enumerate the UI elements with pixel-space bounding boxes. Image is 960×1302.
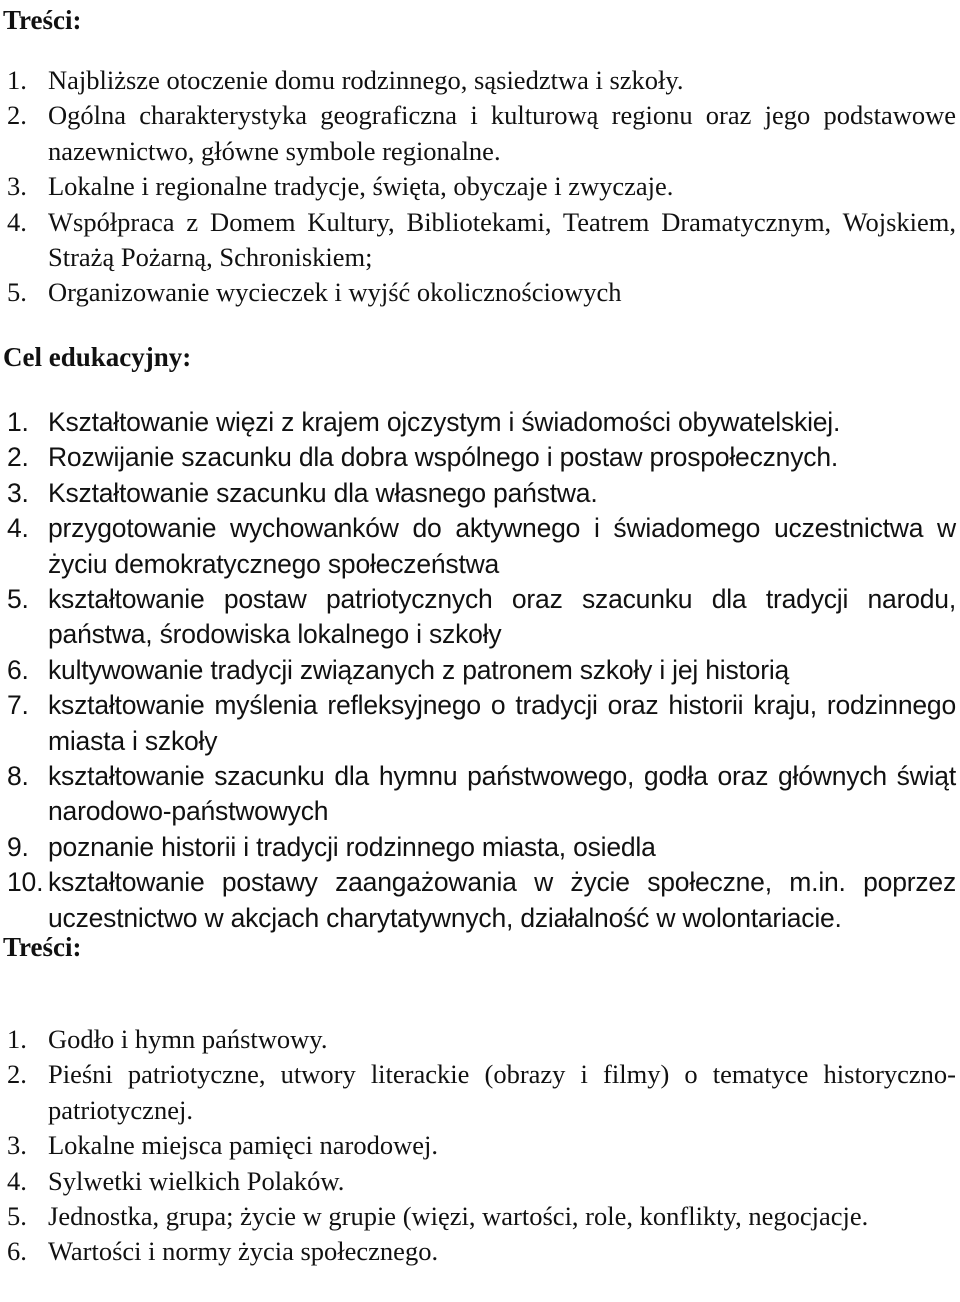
list-item-text: kształtowanie myślenia refleksyjnego o tradycji oraz historii kraju, rodzinnego miasta i szkoły	[48, 690, 956, 756]
list-item-text: Sylwetki wielkich Polaków.	[48, 1165, 345, 1196]
list-item-number: 5.	[7, 277, 27, 308]
list-item-text: poznanie historii i tradycji rodzinnego miasta, osiedla	[48, 831, 656, 862]
list-item-text: kształtowanie szacunku dla hymnu państwowego, godła oraz głównych świąt narodowo-państwowych	[48, 761, 956, 827]
list-item-text: Współpraca z Domem Kultury, Bibliotekami, Teatrem Dramatycznym, Wojskiem, Strażą Pożarną, Schroniskiem;	[48, 206, 956, 273]
list-item-number: 4.	[7, 1165, 27, 1196]
list-item	[0, 205, 960, 276]
list-item	[0, 1199, 960, 1234]
list-item-number: 1.	[7, 65, 27, 95]
content-list-2	[0, 1022, 960, 1270]
list-item-text: Najbliższe otoczenie domu rodzinnego, sąsiedztwa i szkoły.	[48, 65, 684, 95]
list-item-text: kultywowanie tradycji związanych z patronem szkoły i jej historią	[48, 654, 790, 685]
section-heading-tresci-2: Treści:	[3, 932, 82, 962]
list-item	[0, 1128, 960, 1163]
list-item	[0, 440, 960, 475]
list-item	[0, 1164, 960, 1199]
list-item-text: Kształtowanie szacunku dla własnego państwa.	[48, 477, 598, 508]
list-item	[0, 1022, 960, 1057]
list-item	[0, 405, 960, 440]
list-item-text: kształtowanie postaw patriotycznych oraz szacunku dla tradycji narodu, państwa, środowiska lokalnego i szkoły	[48, 584, 956, 650]
list-item-number: 5.	[7, 584, 29, 615]
list-item	[0, 511, 960, 582]
list-item-number: 5.	[7, 1201, 27, 1232]
list-item-number: 10.	[7, 867, 44, 898]
list-item-number: 3.	[7, 171, 27, 202]
list-item-text: Kształtowanie więzi z krajem ojczystym i świadomości obywatelskiej.	[48, 407, 841, 437]
list-item	[0, 1057, 960, 1128]
list-item-number: 3.	[7, 477, 29, 508]
list-item-number: 6.	[7, 1236, 27, 1267]
list-item-number: 4.	[7, 513, 29, 544]
list-item	[0, 476, 960, 511]
list-item-number: 1.	[7, 407, 29, 437]
section-heading-tresci-1: Treści:	[3, 5, 82, 35]
objectives-list	[0, 405, 960, 936]
list-item-number: 2.	[7, 442, 29, 473]
list-item-number: 7.	[7, 690, 29, 721]
list-item-number: 8.	[7, 761, 29, 792]
list-item-number: 2.	[7, 1059, 27, 1090]
list-item	[0, 275, 960, 310]
list-item-text: Godło i hymn państwowy.	[48, 1024, 328, 1054]
list-item-number: 2.	[7, 100, 27, 131]
list-item-text: kształtowanie postawy zaangażowania w życie społeczne, m.in. poprzez uczestnictwo w akcjach charytatywnych, działalność w wolontariacie.	[48, 867, 956, 933]
list-item-text: Lokalne i regionalne tradycje, święta, obyczaje i zwyczaje.	[48, 171, 674, 202]
list-item	[0, 63, 960, 98]
list-item-text: Ogólna charakterystyka geograficzna i kulturową regionu oraz jego podstawowe nazewnictwo, główne symbole regionalne.	[48, 100, 956, 166]
list-item-number: 3.	[7, 1130, 27, 1161]
list-item-text: Rozwijanie szacunku dla dobra wspólnego i postaw prospołecznych.	[48, 442, 839, 473]
list-item-text: przygotowanie wychowanków do aktywnego i świadomego uczestnictwa w życiu demokratycznego społeczeństwa	[48, 513, 956, 579]
list-item	[0, 688, 960, 759]
content-list-1	[0, 63, 960, 311]
list-item-number: 4.	[7, 206, 27, 237]
list-item	[0, 653, 960, 688]
list-item	[0, 1234, 960, 1269]
list-item-text: Wartości i normy życia społecznego.	[48, 1236, 439, 1267]
list-item-text: Lokalne miejsca pamięci narodowej.	[48, 1130, 438, 1161]
section-heading-cel-edukacyjny: Cel edukacyjny:	[3, 342, 192, 372]
list-item	[0, 98, 960, 169]
list-item-text: Jednostka, grupa; życie w grupie (więzi, wartości, role, konflikty, negocjacje.	[48, 1201, 869, 1232]
list-item	[0, 169, 960, 204]
list-item	[0, 865, 960, 936]
list-item-text: Pieśni patriotyczne, utwory literackie (obrazy i filmy) o tematyce historyczno- patriotycznej.	[48, 1059, 956, 1125]
list-item-number: 1.	[7, 1024, 27, 1054]
list-item-text: Organizowanie wycieczek i wyjść okolicznościowych	[48, 277, 622, 308]
list-item	[0, 582, 960, 653]
list-item-number: 9.	[7, 831, 29, 862]
list-item	[0, 830, 960, 865]
list-item-number: 6.	[7, 654, 29, 685]
list-item	[0, 759, 960, 830]
